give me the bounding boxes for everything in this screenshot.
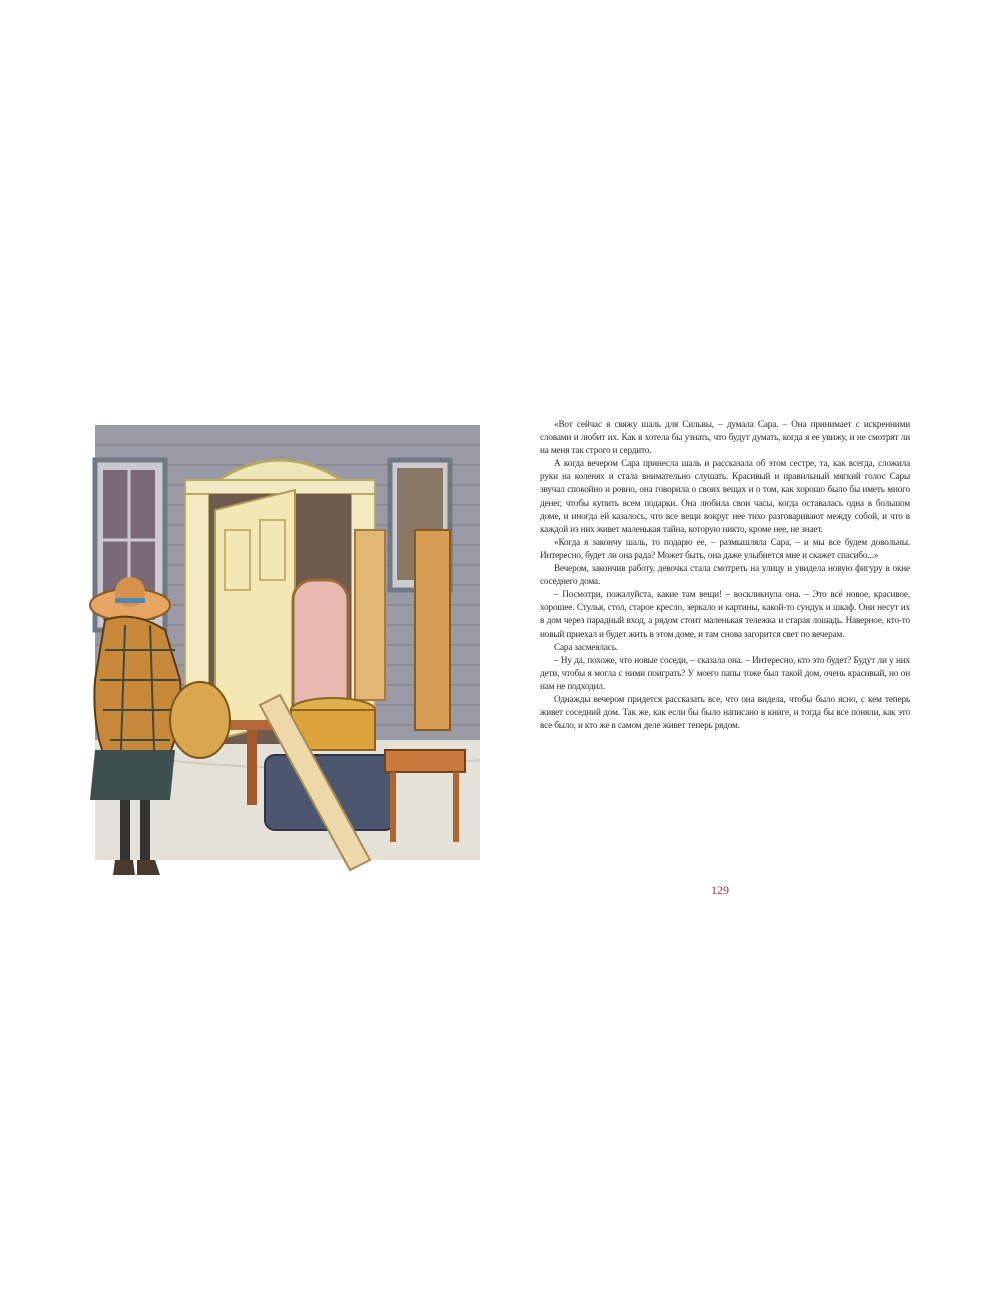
text-column xyxy=(540,418,910,732)
book-illustration xyxy=(65,420,485,890)
paragraph: «Вот сейчас я свяжу шаль для Сильвы, – думала Сара. – Она принимает с искренними словами и любит их. Как я хотела бы узнать, что будут думать, когда я ее увижу, и не смотрят ли на меня так строго и сердито. xyxy=(540,419,910,456)
paragraph: – Ну да, похоже, что новые соседи, – сказала она. – Интересно, кто это будет? Будут ли у них дети, чтобы я могла с ними поиграть? У моего папы тоже был такой дом, очень красивый, но он нам не подходил. xyxy=(540,654,910,691)
paragraph: «Когда я закончу шаль, то подарю ее, – размышляла Сара, – и мы все будем довольны. Интересно, будет ли она рада? Может быть, она даже улыбнется мне и скажет спасибо...» xyxy=(540,536,910,560)
page-number: 129 xyxy=(711,883,729,897)
paragraph: – Посмотри, пожалуйста, какие там вещи! – воскликнула она. – Это всё новое, красивое, хорошее. Стулья, стол, старое кресло, зеркало и картины, какой-то сундук и шкаф. Они несут их в дом через парадный вход, а рядом стоит маленькая тележка и старая лошадь. Наверное, кто-то новый приехал и будет жить в этом доме, и там снова загорится свет по вечерам. xyxy=(540,589,910,639)
paragraph: Вечером, закончив работу, девочка стала смотреть на улицу и увидела новую фигуру в окне соседнего дома. xyxy=(540,563,910,587)
paragraph: А когда вечером Сара принесла шаль и рассказала об этом сестре, та, как всегда, сложила руки на коленях и стала внимательно слушать. Красивый и правильный мягкий голос Сары звучал спокойно и ровно, она говорила о своих вещах и о том, как хорошо было бы иметь много денег, чтобы купить всем подарки. Она любила свои часы, когда оставалась одна в большом доме, и иногда ей казалось, что все вещи вокруг нее тихо разговаривают между собой, и что в каждой из них живет маленькая тайна, которую никто, кроме нее, не знает. xyxy=(540,458,910,534)
paragraph: Сара засмеялась. xyxy=(554,641,618,652)
paragraph: Однажды вечером придется рассказать все, что она видела, чтобы было ясно, с кем теперь живет соседний дом. Так же, как если бы было написано в книге, и тогда бы все поняли, как это все было, и кто же в самом деле живет теперь рядом. xyxy=(540,693,910,731)
